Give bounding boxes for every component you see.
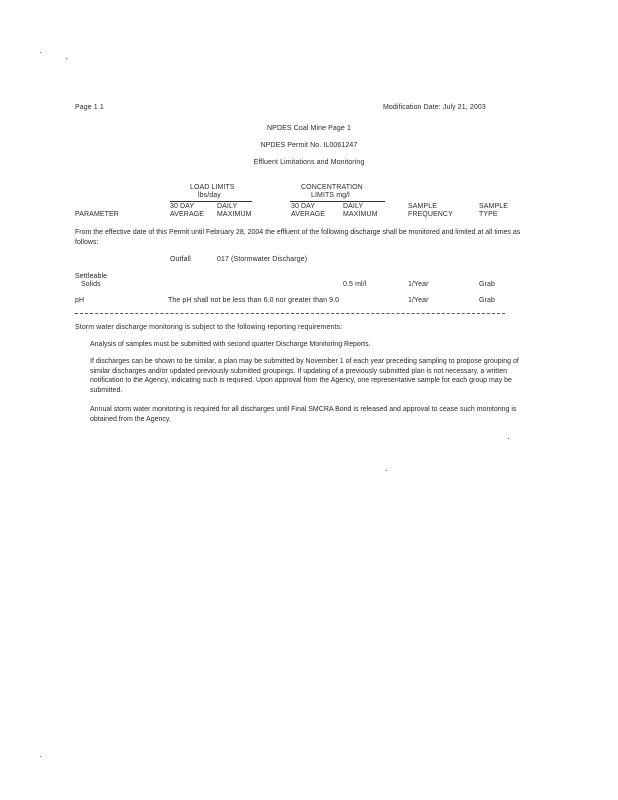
scan-speck [66, 58, 67, 59]
modification-date: Modification Date: July 21, 2003 [383, 104, 486, 111]
col-type-2: TYPE [479, 211, 498, 218]
concentration-limits-rule [290, 201, 385, 202]
col-parameter: PARAMETER [75, 211, 119, 218]
row-1-type: Grab [479, 281, 495, 288]
scan-speck [386, 470, 387, 471]
page-label: Page 1 1 [75, 104, 104, 111]
col-conc-avg-2: AVERAGE [291, 211, 326, 218]
row-2-type: Grab [479, 297, 495, 304]
concentration-limits-unit: LIMITS mg/l [311, 192, 350, 199]
title-line-1: NPDES Coal Mine Page 1 [267, 125, 351, 132]
col-conc-max-1: DAILY [343, 203, 364, 210]
storm-item-2: If discharges can be shown to be similar, a plan may be submitted by November 1 of each year preceding sampling to propose grouping of similar discharges and/or updated previously submitted groupings. If updating of a previously submitted plan is not necessary, a written notification to the Agency, indicating such is required. Upon approval from the Agency, one representative sample for each group may be submitted. [90, 358, 519, 394]
outfall-label: Outfall [170, 256, 191, 263]
col-frequency-2: FREQUENCY [408, 211, 453, 218]
load-limits-unit: lbs/day [198, 192, 221, 199]
row-1-frequency: 1/Year [408, 281, 429, 288]
col-load-max-2: MAXIMUM [217, 211, 252, 218]
title-line-2: NPDES Permit No. IL0061247 [260, 142, 358, 149]
outfall-value: 017 (Stormwater Discharge) [217, 256, 308, 263]
row-1-parameter-1: Settleable [75, 273, 108, 280]
col-frequency-1: SAMPLE [408, 203, 437, 210]
row-1-parameter-2: Solids [81, 281, 101, 288]
storm-water-intro: Storm water discharge monitoring is subject to the following reporting requirements: [75, 324, 343, 331]
row-2-frequency: 1/Year [408, 297, 429, 304]
title-line-3: Effluent Limitations and Monitoring [253, 159, 365, 166]
scan-speck [508, 438, 509, 439]
col-load-avg-1: 30 DAY [170, 203, 195, 210]
scan-speck [40, 52, 41, 53]
load-limits-rule [170, 201, 252, 202]
row-1-limit: 0.5 ml/l [343, 281, 367, 288]
col-conc-avg-1: 30 DAY [291, 203, 316, 210]
col-load-avg-2: AVERAGE [170, 211, 205, 218]
scan-speck [40, 756, 41, 757]
row-2-parameter: pH [75, 297, 85, 304]
row-2-note: The pH shall not be less than 6.0 nor greater than 9.0 [168, 297, 340, 304]
table-bottom-rule [75, 313, 505, 314]
load-limits-heading: LOAD LIMITS [190, 184, 235, 191]
storm-item-3: Annual storm water monitoring is required for all discharges until Final SMCRA Bond is released and approval to cease such monitoring is obtained from the Agency. [90, 406, 517, 423]
storm-item-1: Analysis of samples must be submitted with second quarter Discharge Monitoring Reports. [90, 341, 371, 348]
col-load-max-1: DAILY [217, 203, 238, 210]
col-conc-max-2: MAXIMUM [343, 211, 378, 218]
intro-paragraph: From the effective date of this Permit until February 28, 2004 the effluent of the following discharge shall be monitored and limited at all times as follows: [75, 229, 521, 246]
col-type-1: SAMPLE [479, 203, 508, 210]
concentration-limits-heading: CONCENTRATION [301, 184, 363, 191]
